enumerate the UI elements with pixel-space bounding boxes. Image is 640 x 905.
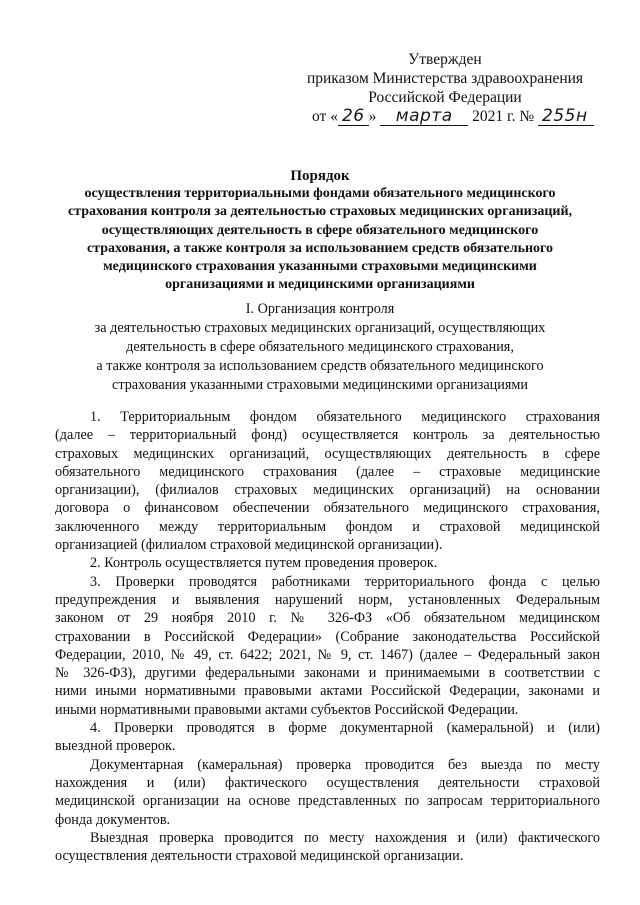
body-line: страховании в Российской Федерации» (Собрание законодательства Российской — [55, 628, 600, 645]
body-line: медицинской организации на основе представленных по запросам территориального — [55, 793, 600, 810]
body-line: организации), (филиалов страховых медицинских организаций) на основании — [55, 482, 600, 499]
body-line: № 326-ФЗ), другими федеральными законами и принимаемыми в соответствии с — [55, 665, 600, 682]
title-line: организациями и медицинскими организациями — [165, 277, 475, 293]
body-line: заключенного между территориальным фондом и страховой медицинской — [55, 518, 600, 535]
section-heading — [30, 300, 610, 395]
body-line: (далее – территориальный фонд) осуществляется контроль за деятельностью — [55, 427, 600, 444]
order-number-handwritten: 255н — [538, 108, 594, 126]
document-title — [30, 167, 610, 294]
approval-federation: Российской Федерации — [368, 89, 522, 106]
body-line: нахождения и (или) фактического осуществления деятельности страховой — [55, 774, 600, 791]
section-line: а также контроля за использованием средств обязательного медицинского — [96, 358, 544, 374]
body-line: страховых медицинских организаций, осуществляющих деятельность в сфере — [55, 445, 600, 462]
title-line: осуществления территориальными фондами обязательного медицинского — [84, 186, 556, 202]
body-line: организацией (филиалом страховой медицинской организации). — [55, 537, 443, 554]
body-line: Выездная проверка проводится по месту нахождения и (или) фактического — [90, 829, 600, 846]
paragraph-3 — [55, 573, 600, 719]
approval-date-line — [290, 107, 600, 126]
body-line: предупреждения и выявления нарушений норм, установленных Федеральным — [55, 591, 600, 608]
body-line: 1. Территориальным фондом обязательного медицинского страхования — [90, 409, 600, 425]
body-line: ними иными нормативными правовыми актами Российской Федерации, законами и — [55, 683, 600, 700]
body-line: Федерации, 2010, № 49, ст. 6422; 2021, № 9, ст. 1467) (далее – Федеральный закон — [55, 646, 600, 663]
body-line: фонда документов. — [55, 811, 171, 828]
body-line: Документарная (камеральная) проверка проводится без выезда по месту — [90, 756, 600, 773]
approval-block — [290, 50, 600, 126]
paragraph-5 — [55, 756, 600, 829]
paragraph-4 — [55, 719, 600, 756]
body-line: договора о финансовом обеспечении обязательного медицинского страхования, — [55, 500, 600, 517]
body-line: законом от 29 ноября 2010 г. № 326-ФЗ «Об обязательном медицинском — [55, 610, 600, 627]
title-line: страхования контроля за деятельностью страховых медицинских организаций, — [67, 204, 573, 220]
section-line: страхования указанными страховыми медицинскими организациями — [112, 377, 528, 393]
section-line: I. Организация контроля — [245, 301, 395, 317]
title-heading: Порядок — [290, 168, 350, 184]
date-prefix: от « — [312, 108, 338, 125]
body-line: обязательного медицинского страхования (далее – страховые медицинские — [55, 463, 600, 480]
body-line: осуществления деятельности страховой медицинской организации. — [55, 848, 464, 865]
approval-order-of: приказом Министерства здравоохранения — [306, 70, 584, 87]
date-day-handwritten: 26 — [338, 108, 369, 126]
paragraph-1 — [55, 408, 600, 554]
body-line: иными нормативными правовыми актами субъектов Российской Федерации. — [55, 701, 519, 718]
date-year: 2021 г. № — [472, 108, 535, 125]
title-line: осуществляющих деятельность в сфере обязательного медицинского — [101, 222, 539, 238]
body-line: 2. Контроль осуществляется путем проведения проверок. — [90, 555, 438, 572]
body-line: выездной проверок. — [55, 738, 176, 755]
body-line: 3. Проверки проводятся работниками территориального фонда с целью — [90, 573, 600, 590]
section-line: за деятельностью страховых медицинских организаций, осуществляющих — [94, 320, 546, 336]
date-month-handwritten: марта — [380, 108, 468, 126]
section-line: деятельность в сфере обязательного медицинского страхования, — [126, 339, 514, 355]
paragraph-2 — [55, 554, 600, 572]
body-line: 4. Проверки проводятся в форме документарной (камеральной) и (или) — [90, 720, 600, 737]
title-line: страхования, а также контроля за использованием средств обязательного — [86, 240, 554, 256]
paragraph-6 — [55, 829, 600, 866]
document-body — [55, 408, 600, 865]
title-line: медицинского страхования указанными страховыми медицинскими — [103, 259, 537, 275]
date-mid: » — [368, 108, 377, 125]
approval-approved: Утвержден — [408, 51, 482, 68]
